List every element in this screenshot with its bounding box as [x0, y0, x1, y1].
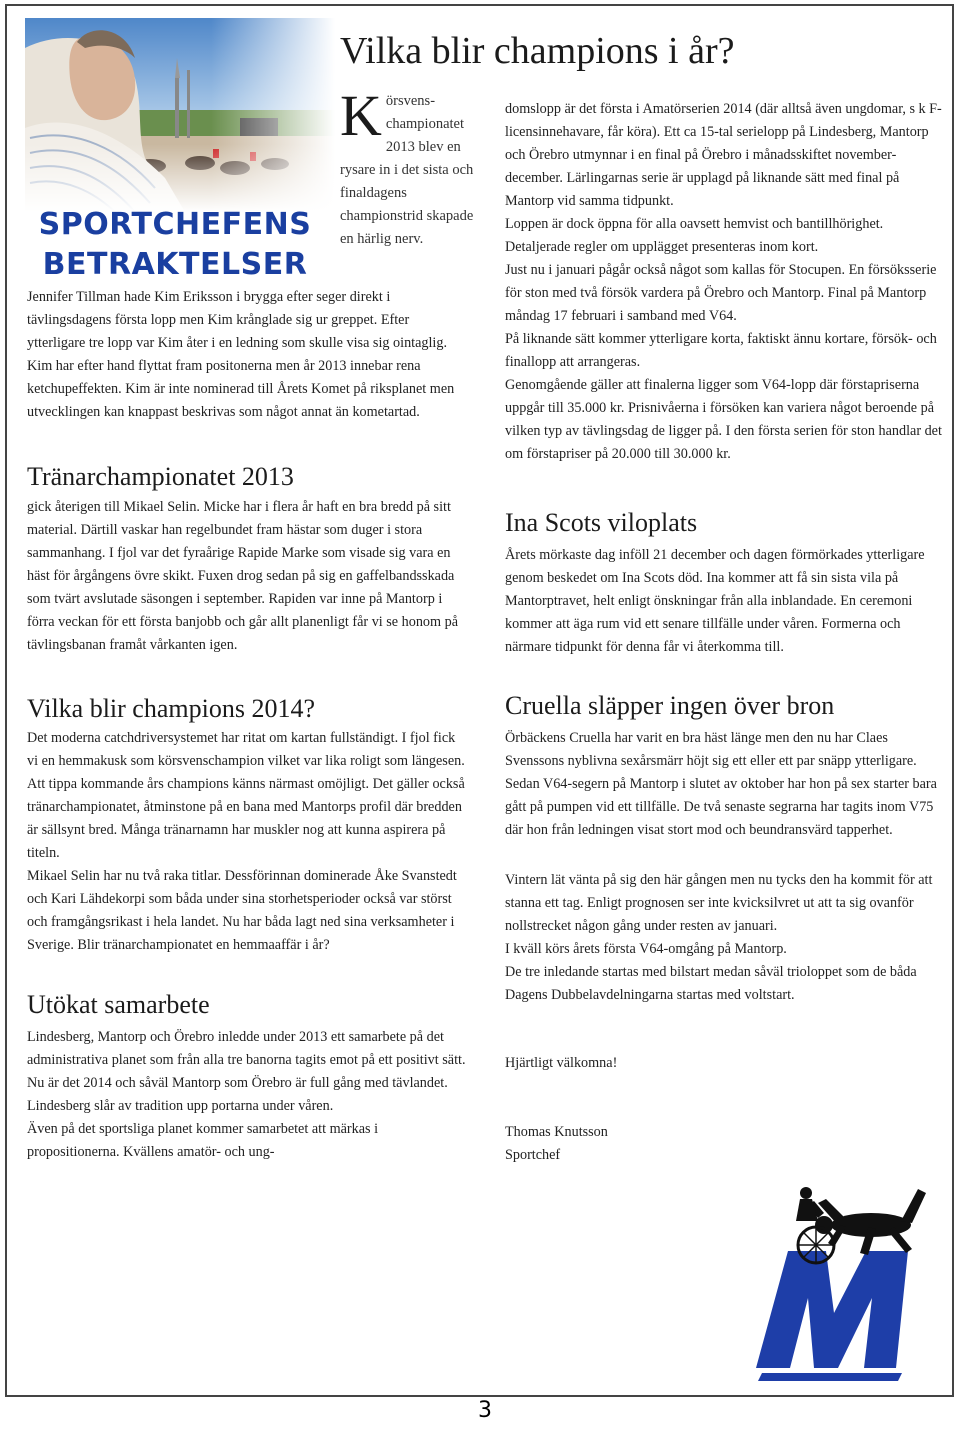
signature-spacer: [505, 1075, 950, 1121]
right-paragraph-4: På liknande sätt kommer ytterligare korta, faktiskt ännu kortare, försök- och finallopp att arrangeras.: [505, 331, 937, 370]
right-paragraph-2: Loppen är dock öppna för alla oavsett hemvist och bantillhörighet. Detaljerade regler om upplägget presenteras inom kort.: [505, 216, 884, 255]
racetrack-photo-icon: [25, 18, 335, 212]
signature-title: Sportchef: [505, 1147, 561, 1163]
left-paragraph-2: Kim har efter hand flyttat fram positonerna men år 2013 innebar rena ketchupeffekten. Kim är inte nominerad till Årets Komet på riksplanet men utvecklingen kan knappast beskrivas som något annat än kometartad.: [27, 358, 455, 420]
kicker-line-2: BETRAKTELSER: [42, 247, 308, 282]
right-column: [505, 98, 950, 1167]
right-paragraph-9: I kväll körs årets första V64-omgång på Mantorp.: [505, 941, 787, 957]
sportchef-racetrack-photo: [25, 18, 335, 212]
right-paragraph-7: Örbäckens Cruella har varit en bra häst länge men den nu har Claes Svenssons nyblivna sexårsmärr höjt sig ett eller ett par snäpp ytterligare. Sedan V64-segern på Mantorp i slutet av oktober har hon på sex starter bara gått på pumpen vid ett tillfälle. De två senaste segrarna har tagits inom V75 där hon från ledningen visat stort mod och beundransvärd tapperhet.: [505, 730, 937, 838]
column-kicker: [30, 205, 320, 285]
left-paragraph-8: Nu är det 2014 och såväl Mantorp som Örebro är full gång med tävlandet. Lindesberg slår av tradition upp portarna under våren.: [27, 1075, 448, 1114]
right-paragraph-3: Just nu i januari pågår också något som kallas för Stocupen. En försöksserie för ston med två försök vardera på Örebro och Mantorp. Final på Mantorp måndag 17 februari i samband med V64.: [505, 262, 937, 324]
left-paragraph-1: Jennifer Tillman hade Kim Eriksson i brygga efter seger direkt i tävlingsdagens första lopp men Kim krånglade sig ur greppet. Efter ytterligare tre lopp var Kim åter i en ledning som skulle visa sig ointaglig.: [27, 289, 448, 351]
left-paragraph-5: Att tippa kommande års champions känns närmast omöjligt. Det gäller också tränarchampionatet, åtminstone på en bana med Mantorps profil där bredden är sällsynt bred. Många tränarnamn har muskler nog att kunna aspirera på titeln.: [27, 776, 465, 861]
page-title: Vilka blir champions i år?: [340, 30, 735, 72]
heading-champions-2014: Vilka blir champions 2014?: [27, 694, 315, 723]
heading-tranarchampionatet: Tränarchampionatet 2013: [27, 462, 294, 491]
heading-cruella: Cruella släpper ingen över bron: [505, 691, 835, 720]
left-paragraph-6: Mikael Selin har nu två raka titlar. Dessförinnan dominerade Åke Svanstedt och Kari Lähdekorpi som båda under sina storhetsperioder också var störst och framgångsrikast i hela landet. Nu har båda lagt ned sina verksamheter i Sverige. Blir tränarchampionatet en hemmaaffär i år?: [27, 868, 457, 953]
paragraph-spacer: [505, 842, 950, 869]
greeting-spacer: [505, 1007, 950, 1052]
heading-ina-scots-viloplats: Ina Scots viloplats: [505, 508, 698, 537]
signature-name: Thomas Knutsson: [505, 1124, 608, 1140]
left-paragraph-4: Det moderna catchdriversystemet har ritat om kartan fullständigt. I fjol fick vi en hemmakusk som körsvenschampion vilket var lika roligt som längesen.: [27, 730, 465, 769]
right-paragraph-10: De tre inledande startas med bilstart medan såväl trioloppet som de båda Dagens Dubbelavdelningarna startas med voltstart.: [505, 964, 917, 1003]
dropcap: K: [340, 83, 382, 148]
left-column: [27, 286, 468, 1164]
mantorp-logo: [726, 1163, 948, 1387]
right-paragraph-1: domslopp är det första i Amatörserien 2014 (där alltså även ungdomar, s k F-licensinnehavare, får köra). Ett ca 15-tal serielopp på Lindesberg, Mantorp och Örebro utmynnar i en final på Örebro i månadsskiftet november-december. Lärlingarnas serie är upplagd på liknande sätt med final på Mantorp vid samma tidpunkt.: [505, 101, 942, 209]
intro-paragraph: [340, 83, 476, 251]
mantorp-m-logo-icon: [726, 1163, 948, 1387]
intro-text: örsvens-championatet 2013 blev en rysare in i det sista och finaldagens championstrid skapade en härlig nerv.: [340, 93, 474, 247]
page-number: 3: [478, 1398, 492, 1423]
kicker-line-1: SPORTCHEFENS: [38, 207, 312, 242]
right-paragraph-8: Vintern lät vänta på sig den här gången men nu tycks den ha kommit för att stanna ett tag. Enligt prognosen ser inte kvicksilvret ut att ta sig ovanför nollstrecket någon gång under resten av januari.: [505, 872, 933, 934]
left-paragraph-3: gick återigen till Mikael Selin. Micke har i flera år haft en bra bredd på sitt material. Därtill vaskar han regelbundet fram hästar som duger i stora sammanhang. I fjol var det fyraårige Rapide Marke som visade sig vara en häst för årgångens övre skikt. Fuxen drog sedan på sig en gaffelbandsskada som tvärt avslutade säsongen i september. Rapiden var inne på Mantorp i förra veckan för ett första banjobb och går allt planenligt får vi se honom på tävlingsbanan framåt vårkanten igen.: [27, 499, 458, 653]
left-paragraph-7: Lindesberg, Mantorp och Örebro inledde under 2013 ett samarbete på det administrativa planet som från alla tre banorna tagits emot på ett positivt sätt.: [27, 1029, 466, 1068]
right-paragraph-5: Genomgående gäller att finalerna ligger som V64-lopp där förstapriserna uppgår till 35.000 kr. Prisnivåerna i försöken kan variera något beroende på vilken typ av tävlingsdag de ligger på. I den första serien för ston handlar det om förstapriser på 20.000 till 30.000 kr.: [505, 377, 942, 462]
left-paragraph-9: Även på det sportsliga planet kommer samarbetet att märkas i propositionerna. Kvällens amatör- och ung-: [27, 1121, 379, 1160]
greeting: Hjärtligt välkomna!: [505, 1055, 618, 1071]
right-paragraph-6: Årets mörkaste dag inföll 21 december och dagen förmörkades ytterligare genom beskedet om Ina Scots död. Ina kommer att få sin sista vila på Mantorptravet, helt enligt önskningar från alla inblandade. En ceremoni kommer att äga rum vid ett senare tillfälle under våren. Formerna och närmare tidpunkt för denna får vi återkomma till.: [505, 547, 925, 655]
heading-utokat-samarbete: Utökat samarbete: [27, 990, 210, 1019]
